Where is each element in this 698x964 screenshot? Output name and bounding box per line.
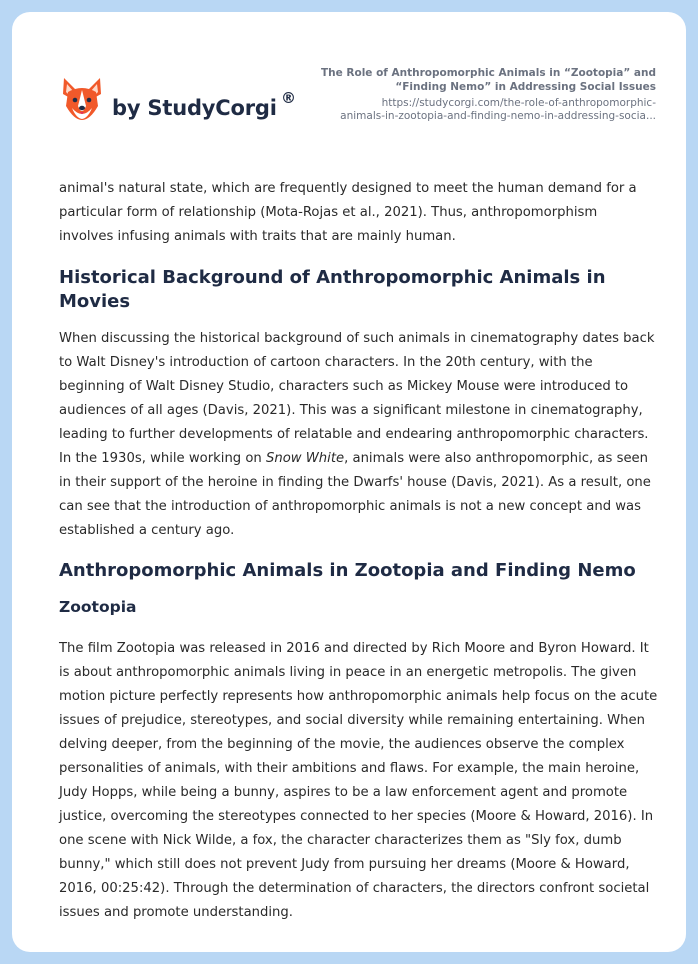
document-url-line-1[interactable]: https://studycorgi.com/the-role-of-anthropomorphic-	[381, 97, 656, 109]
document-page	[12, 12, 686, 952]
historical-paragraph	[59, 327, 659, 543]
document-title: The Role of Anthropomorphic Animals in “Zootopia” and “Finding Nemo” in Addressing Social Issues	[320, 67, 656, 93]
subheading-zootopia: Zootopia	[59, 598, 137, 616]
registered-mark: ®	[281, 89, 296, 107]
section-heading-historical: Historical Background of Anthropomorphic Animals in Movies	[59, 267, 606, 312]
corgi-icon	[60, 76, 104, 124]
historical-text-part-2: , animals were also anthropomorphic, as seen in their support of the heroine in finding the Dwarfs' house (Davis, 2021). As a result, one can see that the introduction of anthropomorphic animals is not a new concept and was established a century ago.	[59, 451, 651, 538]
historical-text-part-1: When discussing the historical background of such animals in cinematography dates back to Walt Disney's introduction of cartoon characters. In the 20th century, with the beginning of Walt Disney Studio, characters such as Mickey Mouse were introduced to audiences of all ages (Davis, 2021). This was a significant milestone in cinematography, leading to further developments of relatable and endearing anthropomorphic characters. In the 1930s, while working on	[59, 331, 655, 466]
studycorgi-logo[interactable]	[60, 76, 300, 128]
section-heading-zootopia-nemo: Anthropomorphic Animals in Zootopia and Finding Nemo	[59, 560, 636, 581]
zootopia-paragraph: The film Zootopia was released in 2016 and directed by Rich Moore and Byron Howard. It is about anthropomorphic animals living in peace in an energetic metropolis. The given motion picture perfectly represents how anthropomorphic animals help focus on the acute issues of prejudice, stereotypes, and social diversity while remaining entertaining. When delving deeper, from the beginning of the movie, the audiences observe the complex personalities of animals, with their ambitions and flaws. For example, the main heroine, Judy Hopps, while being a bunny, aspires to be a law enforcement agent and promote justice, overcoming the stereotypes connected to her species (Moore & Howard, 2016). In one scene with Nick Wilde, a fox, the character characterizes them as "Sly fox, dumb bunny," which still does not prevent Judy from pursuing her dreams (Moore & Howard, 2016, 00:25:42). Through the determination of characters, the directors confront societal issues and promote understanding.	[59, 641, 658, 920]
brand-name: by StudyCorgi	[112, 96, 277, 120]
document-meta	[296, 66, 656, 123]
document-url[interactable]	[296, 97, 656, 123]
document-content	[59, 177, 659, 925]
document-url-line-2[interactable]: animals-in-zootopia-and-finding-nemo-in-addressing-socia...	[340, 110, 656, 122]
page-header	[12, 12, 686, 162]
intro-paragraph: animal's natural state, which are frequently designed to meet the human demand for a particular form of relationship (Mota-Rojas et al., 2021). Thus, anthropomorphism involves infusing animals with traits that are mainly human.	[59, 181, 637, 244]
snow-white-title: Snow White	[265, 451, 345, 466]
